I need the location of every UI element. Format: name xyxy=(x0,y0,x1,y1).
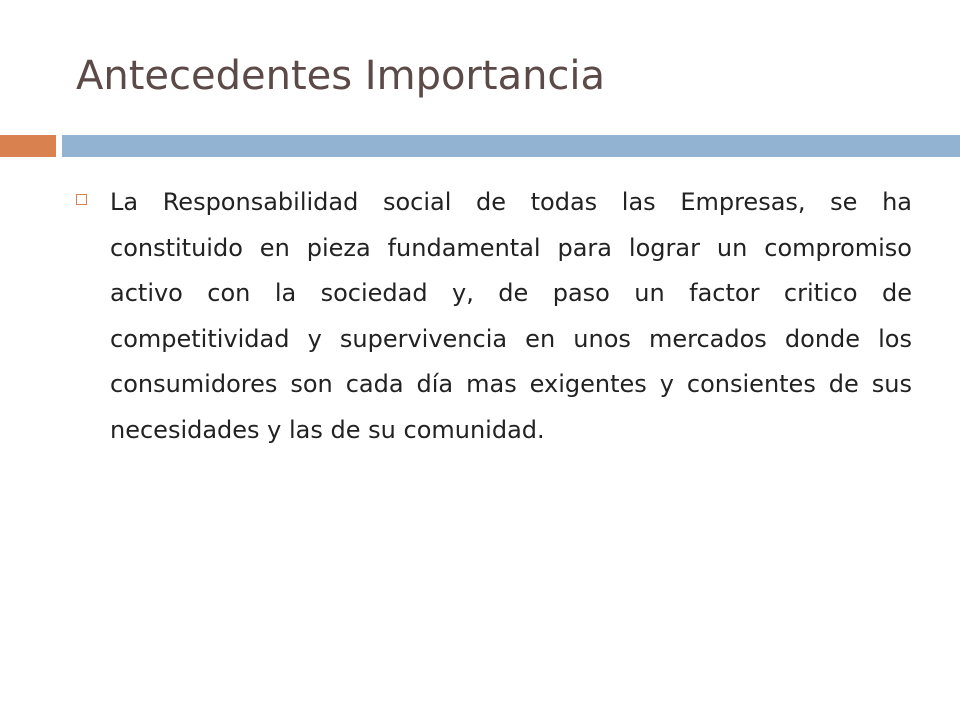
title-divider-bar xyxy=(62,135,960,157)
slide-title: Antecedentes Importancia xyxy=(76,53,606,99)
title-accent-bar xyxy=(0,135,56,157)
bullet-text: La Responsabilidad social de todas las Empresas, se ha constituido en pieza fundamental para lograr un compromiso activo con la sociedad y, de paso un factor critico de competitividad y supervivencia en unos mercados donde los consumidores son cada día mas exigentes y consientes de sus necesidades y las de su comunidad. xyxy=(110,188,912,444)
square-bullet-icon xyxy=(76,194,87,205)
